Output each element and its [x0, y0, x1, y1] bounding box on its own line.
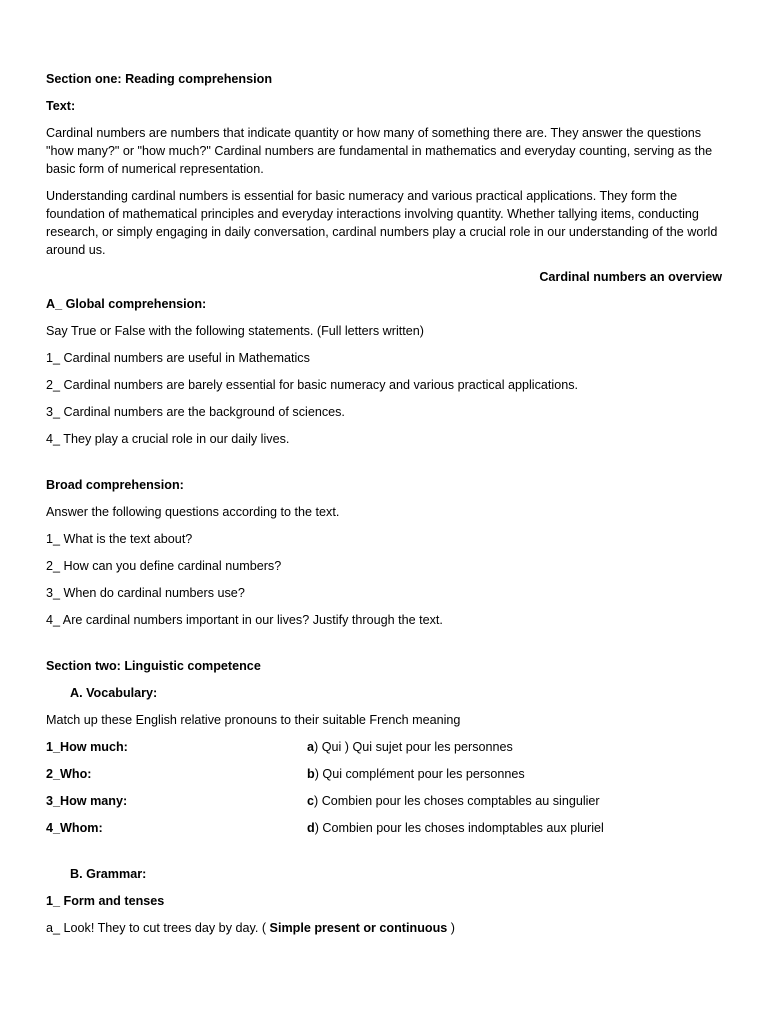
match-letter: c [307, 794, 315, 808]
paragraph-2: Understanding cardinal numbers is essential for basic numeracy and various practical applications. They form the foundation of mathematical principles and everyday interactions involving quantity. Whether tallying items, conducting research, or simply engaging in daily conversation, cardinal numbers play a crucial role in our understanding of the world around us. [46, 189, 718, 257]
text-source: Cardinal numbers an overview [539, 270, 722, 284]
grammar-title: B. Grammar: [70, 867, 147, 881]
match-right [307, 819, 722, 837]
broad-instruction: Answer the following questions according to the text. [46, 505, 340, 519]
match-left: 1_How much: [46, 740, 128, 754]
match-left: 2_Who: [46, 767, 92, 781]
match-row [46, 738, 722, 756]
match-row [46, 765, 722, 783]
broad-item-1: 1_ What is the text about? [46, 532, 193, 546]
global-item-4: 4_ They play a crucial role in our daily lives. [46, 432, 290, 446]
grammar-subtitle: 1_ Form and tenses [46, 894, 165, 908]
match-meaning: ) Combien pour les choses comptables au singulier [314, 794, 600, 808]
match-meaning: ) Qui complément pour les personnes [314, 767, 525, 781]
match-row [46, 792, 722, 810]
match-right [307, 792, 722, 810]
broad-item-2: 2_ How can you define cardinal numbers? [46, 559, 282, 573]
grammar-item-text: a_ Look! They to cut trees day by day. ( [46, 921, 270, 935]
global-instruction: Say True or False with the following statements. (Full letters written) [46, 324, 424, 338]
grammar-item-end: ) [447, 921, 455, 935]
section-one-title: Section one: Reading comprehension [46, 72, 273, 86]
global-item-3: 3_ Cardinal numbers are the background of sciences. [46, 405, 345, 419]
document-page [46, 70, 722, 937]
match-meaning: ) Qui ) Qui sujet pour les personnes [314, 740, 513, 754]
match-row [46, 819, 722, 837]
grammar-item-tense: Simple present or continuous [269, 921, 448, 935]
text-label: Text: [46, 99, 76, 113]
match-left: 3_How many: [46, 794, 128, 808]
broad-item-4: 4_ Are cardinal numbers important in our lives? Justify through the text. [46, 613, 443, 627]
vocabulary-title: A. Vocabulary: [70, 686, 158, 700]
grammar-item [46, 919, 722, 937]
match-right [307, 738, 722, 756]
global-item-2: 2_ Cardinal numbers are barely essential for basic numeracy and various practical applications. [46, 378, 579, 392]
vocabulary-instruction: Match up these English relative pronouns to their suitable French meaning [46, 713, 461, 727]
global-item-1: 1_ Cardinal numbers are useful in Mathematics [46, 351, 310, 365]
match-left: 4_Whom: [46, 821, 103, 835]
match-letter: a [307, 740, 315, 754]
paragraph-1: Cardinal numbers are numbers that indicate quantity or how many of something there are. They answer the questions "how many?" or "how much?" Cardinal numbers are fundamental in mathematics and everyday counting, serving as the basic form of numerical representation. [46, 126, 713, 176]
match-meaning: ) Combien pour les choses indomptables aux pluriel [314, 821, 604, 835]
broad-item-3: 3_ When do cardinal numbers use? [46, 586, 245, 600]
match-letter: d [307, 821, 315, 835]
section-two-title: Section two: Linguistic competence [46, 659, 261, 673]
global-comprehension-title: A_ Global comprehension: [46, 297, 207, 311]
match-right [307, 765, 722, 783]
broad-comprehension-title: Broad comprehension: [46, 478, 184, 492]
match-letter: b [307, 767, 315, 781]
